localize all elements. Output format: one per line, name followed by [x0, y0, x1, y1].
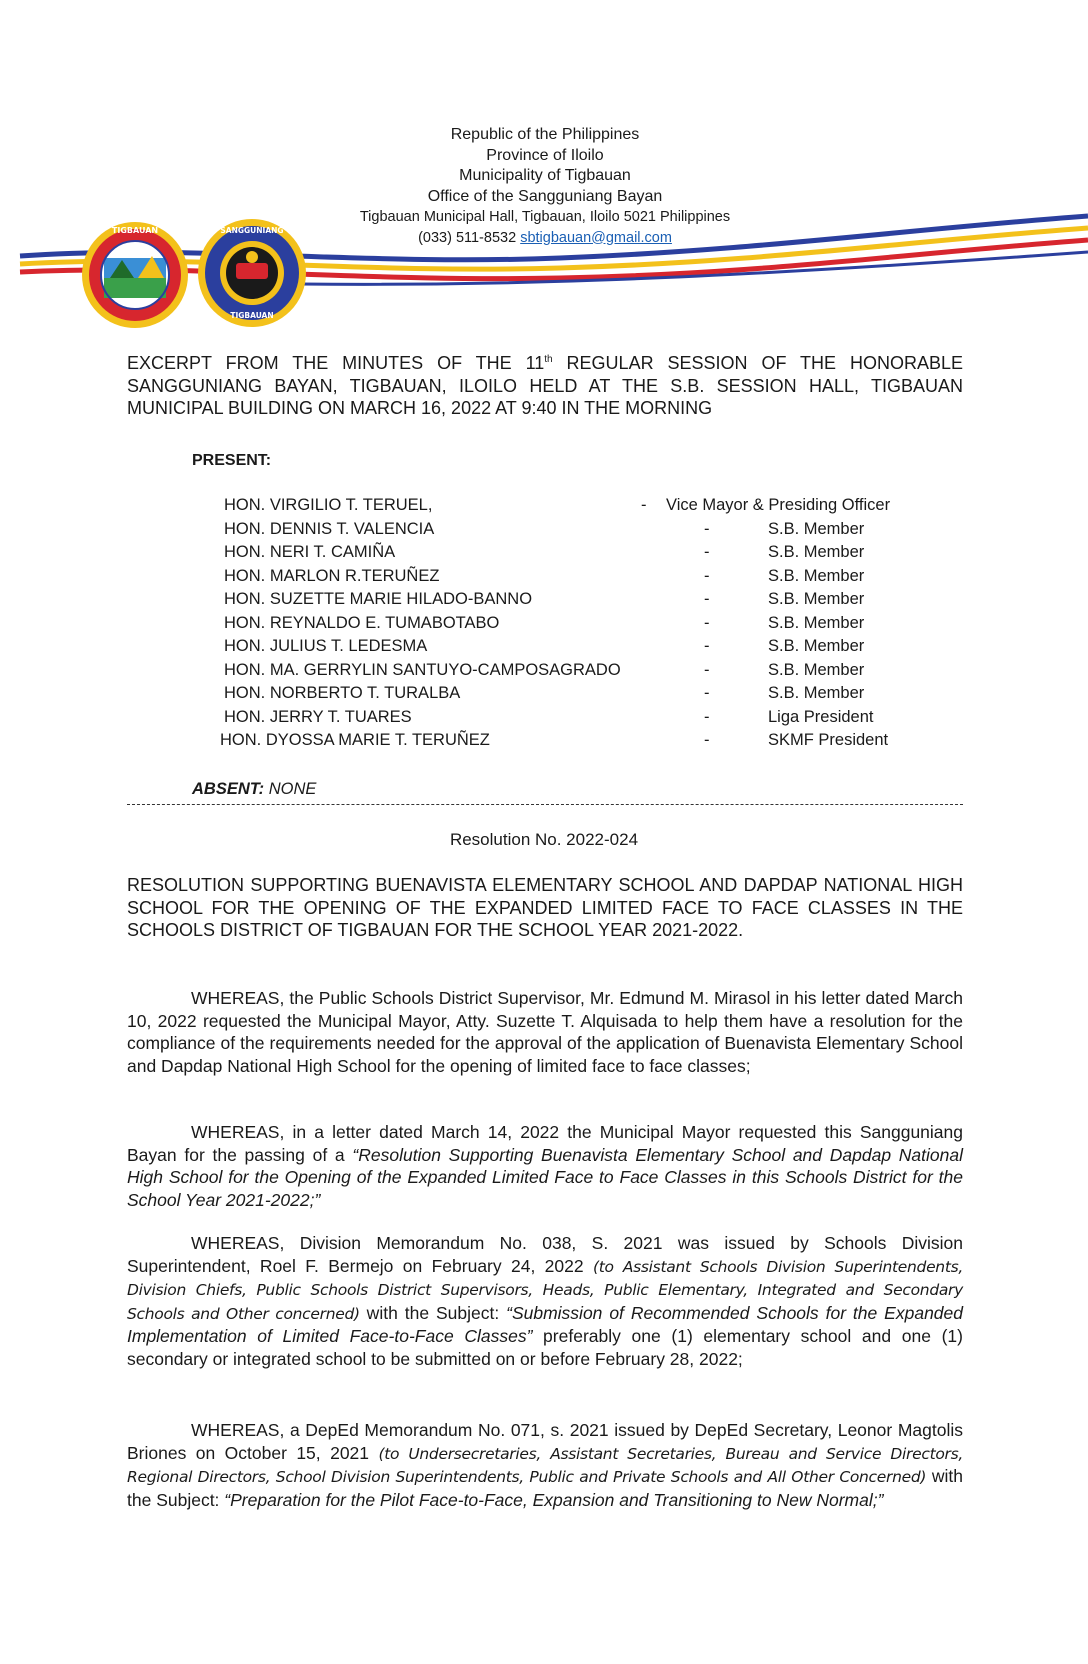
svg-text:SANGGUNIANG: SANGGUNIANG	[220, 226, 284, 235]
whereas3-text2: with the Subject:	[359, 1302, 507, 1323]
resolution-number: Resolution No. 2022-024	[449, 830, 639, 849]
member-row	[0, 684, 1088, 707]
member-dash: -	[704, 660, 710, 679]
header-address: Tigbauan Municipal Hall, Tigbauan, Iloilo 5021 Philippines	[359, 209, 731, 225]
absent-label: ABSENT:	[192, 780, 265, 798]
whereas2-text: WHEREAS, in a letter dated March 14, 2022 the Municipal Mayor requested this Sangguniang Bayan for the passing of a	[127, 1122, 963, 1165]
absent-line	[192, 780, 316, 799]
member-row	[0, 661, 1088, 684]
member-dash: -	[704, 707, 710, 726]
member-role: Vice Mayor & Presiding Officer	[666, 496, 891, 514]
svg-text:TIGBAUAN: TIGBAUAN	[230, 311, 274, 320]
member-name: HON. DENNIS T. VALENCIA	[224, 519, 435, 538]
member-dash: -	[704, 613, 710, 632]
member-name: HON. NERI T. CAMIÑA	[224, 543, 396, 561]
whereas4-note: (to Undersecretaries, Assistant Secretaries, Bureau and Service Directors, Regional Directors, School Division Superintendents, Public and Private Schools and All Other Concerned)	[127, 1444, 964, 1486]
member-role: S.B. Member	[768, 590, 865, 608]
member-name: HON. REYNALDO E. TUMABOTABO	[224, 613, 500, 632]
header-email-link[interactable]: sbtigbauan@gmail.com	[520, 229, 672, 246]
member-name: HON. MA. GERRYLIN SANTUYO-CAMPOSAGRADO	[224, 660, 621, 679]
member-dash: -	[704, 731, 710, 749]
member-dash: -	[641, 496, 647, 514]
whereas3-quote: “Submission of Recommended Schools for the Expanded Implementation of Limited Face-to-Face Classes”	[127, 1302, 963, 1346]
member-row	[0, 637, 1088, 660]
whereas4-text2: with the Subject:	[127, 1466, 964, 1510]
header-line-republic: Republic of the Philippines	[450, 126, 640, 143]
present-label: PRESENT:	[192, 452, 272, 469]
member-row	[0, 496, 1088, 519]
header-line-province: Province of Iloilo	[486, 146, 604, 164]
member-role: S.B. Member	[768, 684, 865, 702]
whereas3-text: WHEREAS, Division Memorandum No. 038, S. 2021 was issued by Schools Division Superintendent, Roel F. Bermejo on February 24, 2022	[127, 1233, 963, 1276]
member-dash: -	[704, 637, 710, 655]
member-name: HON. JERRY T. TUARES	[224, 707, 412, 726]
member-role: S.B. Member	[768, 637, 865, 655]
member-row	[0, 543, 1088, 566]
member-name: HON. NORBERTO T. TURALBA	[224, 684, 461, 702]
member-name: HON. JULIUS T. LEDESMA	[224, 637, 428, 655]
member-dash: -	[704, 543, 710, 561]
member-dash: -	[704, 590, 710, 608]
whereas4-quote: “Preparation for the Pilot Face-to-Face, Expansion and Transitioning to New Normal;”	[224, 1489, 884, 1510]
member-row	[0, 614, 1088, 637]
resolution-title: RESOLUTION SUPPORTING BUENAVISTA ELEMENTARY SCHOOL AND DAPDAP NATIONAL HIGH SCHOOL FOR THE OPENING OF THE EXPANDED LIMITED FACE TO FACE CLASSES IN THE SCHOOLS DISTRICT OF TIGBAUAN FOR THE SCHOOL YEAR 2021-2022.	[127, 875, 963, 940]
municipal-seal-icon	[80, 220, 190, 330]
member-row	[0, 590, 1088, 613]
title-sup: th	[544, 354, 553, 365]
whereas-paragraph-3	[127, 1232, 963, 1370]
member-role: S.B. Member	[768, 543, 865, 561]
absent-value: NONE	[264, 780, 317, 798]
member-dash: -	[704, 519, 710, 538]
whereas2-quote: “Resolution Supporting Buenavista Elementary School and Dapdap National High School for the Opening of the Expanded Limited Face to Face Classes in this Schools District for the School Year 2021-2022;”	[127, 1144, 963, 1210]
svg-text:TIGBAUAN: TIGBAUAN	[111, 226, 159, 235]
dashed-divider	[127, 804, 963, 806]
title-part2: REGULAR SESSION OF THE HONORABLE SANGGUNIANG BAYAN, TIGBAUAN, ILOILO HELD AT THE S.B. SESSION HALL, TIGBAUAN MUNICIPAL BUILDING ON MARCH 16, 2022 AT 9:40 IN THE MORNING	[127, 353, 964, 418]
member-name: HON. MARLON R.TERUÑEZ	[224, 566, 440, 585]
member-dash: -	[704, 566, 710, 585]
title-part1: EXCERPT FROM THE MINUTES OF THE 11	[127, 353, 545, 373]
member-role: SKMF President	[768, 731, 889, 749]
header-phone: (033) 511-8532	[418, 229, 517, 246]
member-role: S.B. Member	[768, 660, 865, 679]
whereas-paragraph-4	[127, 1419, 963, 1511]
member-row	[0, 708, 1088, 731]
minutes-title	[127, 352, 963, 420]
member-role: S.B. Member	[768, 613, 865, 632]
member-name: HON. DYOSSA MARIE T. TERUÑEZ	[220, 731, 490, 749]
header-line-office: Office of the Sangguniang Bayan	[427, 187, 663, 205]
member-row	[0, 567, 1088, 590]
header-line-municipality: Municipality of Tigbauan	[459, 167, 631, 184]
whereas3-text3: preferably one (1) elementary school and one (1) secondary or integrated school to be submitted on or before February 28, 2022;	[127, 1326, 963, 1369]
member-name: HON. SUZETTE MARIE HILADO-BANNO	[224, 590, 533, 608]
whereas3-note: (to Assistant Schools Division Superintendents, Division Chiefs, Public Schools District Supervisors, Heads, Public Elementary, Integrated and Secondary Schools and Other concerned)	[127, 1257, 964, 1323]
member-row	[0, 731, 1088, 754]
member-row	[0, 520, 1088, 543]
member-role: Liga President	[768, 707, 874, 726]
letterhead	[280, 125, 810, 248]
whereas4-text: WHEREAS, a DepEd Memorandum No. 071, s. 2021 issued by DepEd Secretary, Leonor Magtolis Briones on October 15, 2021	[127, 1420, 963, 1463]
member-role: S.B. Member	[768, 519, 865, 538]
member-name: HON. VIRGILIO T. TERUEL,	[224, 496, 433, 514]
member-dash: -	[704, 684, 710, 702]
whereas-paragraph-1: WHEREAS, the Public Schools District Supervisor, Mr. Edmund M. Mirasol in his letter dated March 10, 2022 requested the Municipal Mayor, Atty. Suzette T. Alquisada to help them have a resolution for the compliance of the requirements needed for the approval of the application of Buenavista Elementary School and Dapdap National High School for the opening of limited face to face classes;	[127, 988, 963, 1076]
header-contact	[280, 228, 810, 249]
whereas-paragraph-2	[127, 1121, 963, 1211]
member-role: S.B. Member	[768, 566, 865, 585]
